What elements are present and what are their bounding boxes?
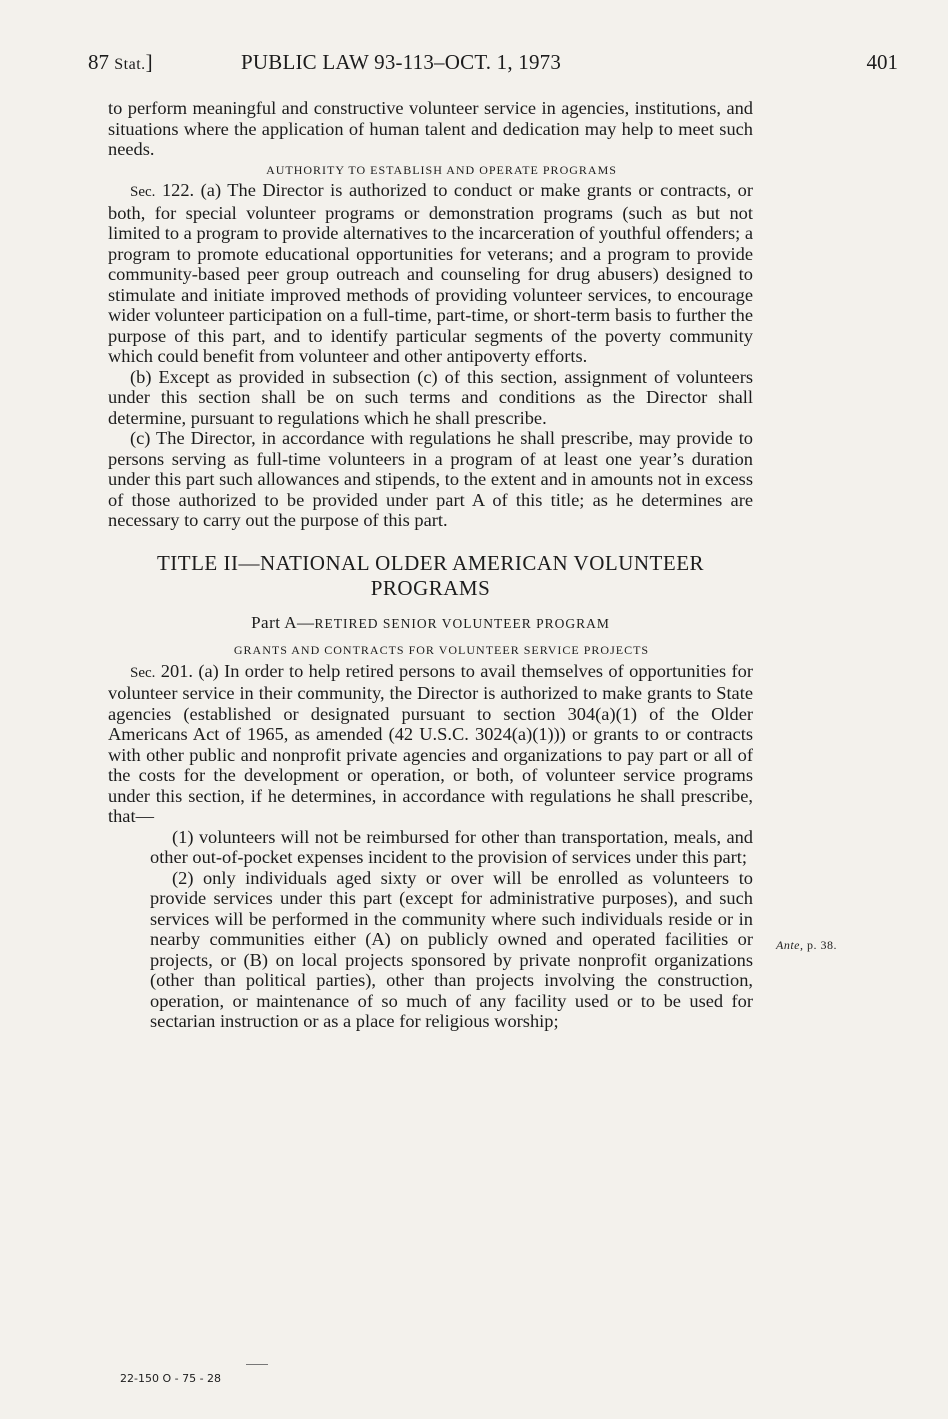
page-number: 401 bbox=[866, 50, 898, 74]
margin-note-page: p. 38. bbox=[807, 938, 837, 952]
sec-122-a-text: 122. (a) The Director is authorized to conduct or make grants or contracts, or both, for special volunteer programs or demonstration programs (such as but not limited to a program to provide alternatives to the incarceration of youthful offenders; a program to promote educational opportunities for veterans; and a program to provide community-based peer group outreach and counseling for drug abusers) designed to stimulate and initiate improved methods of providing volunteer services, to encourage wider volunteer participation on a full-time, part-time, or short-term basis to further the purpose of this part, and to identify particular segments of the poverty community which could benefit from volunteer and other antipoverty efforts. bbox=[108, 180, 753, 366]
sec-201-a-text: 201. (a) In order to help retired persons to avail themselves of opportunities for volunteer service in their community, the Director is authorized to make grants to State agencies (established or designated pursuant to section 304(a)(1) of the Older Americans Act of 1965, as amended (42 U.S.C. 3024(a)(1))) or grants to or contracts with other public and nonprofit private agencies and organizations to pay part or all of the costs for the development or operation, or both, of volunteer service programs under this section, if he determines, in accordance with regulations he shall prescribe, that— bbox=[108, 660, 753, 826]
header-title: PUBLIC LAW 93-113–OCT. 1, 1973 bbox=[241, 50, 562, 74]
sec-label: Sec. bbox=[130, 184, 156, 200]
sec-122-c: (c) The Director, in accordance with regulations he shall prescribe, may provide to persons serving as full-time volunteers in a program of at least one year’s duration under this part such allowances and stipends, to the extent and in amounts not in excess of those authorized to be provided under part A of this title; as he determines are necessary to carry out the purpose of this part. bbox=[108, 428, 753, 530]
sec-201-item-2: (2) only individuals aged sixty or over will be enrolled as volunteers to provide services under this part (except for administrative purposes), and such services will be performed in the community where such individuals reside or in nearby communities either (A) on publicly owned and operated facilities or projects, or (B) on local projects sponsored by private nonprofit organizations (other than political parties), other than projects involving the construction, operation, or maintenance of so much of any facility used or to be used for sectarian instruction or as a place for religious worship; bbox=[150, 867, 753, 1031]
margin-note-ref: Ante, bbox=[776, 938, 804, 952]
sec-label: Sec. bbox=[130, 664, 156, 681]
section-caption-authority: AUTHORITY TO ESTABLISH AND OPERATE PROGRAMS bbox=[266, 162, 617, 177]
statute-bracket: ] bbox=[145, 50, 153, 74]
footer-rule bbox=[246, 1364, 268, 1365]
sec-122-a bbox=[108, 180, 753, 367]
part-a-label: Part A— bbox=[251, 612, 315, 632]
print-code-footer: 22-150 O - 75 - 28 bbox=[120, 1372, 222, 1385]
sec-201-a bbox=[108, 661, 753, 827]
continuation-paragraph: to perform meaningful and constructive volunteer service in agencies, institutions, and situations where the application of human talent and dedication may help to meet such needs. bbox=[108, 98, 753, 159]
statute-reference bbox=[88, 50, 153, 75]
statute-volume: 87 bbox=[88, 50, 109, 74]
page-header bbox=[88, 50, 898, 82]
part-a-name: RETIRED SENIOR VOLUNTEER PROGRAM bbox=[314, 615, 610, 631]
margin-note bbox=[776, 938, 837, 953]
title-ii-heading: TITLE II—NATIONAL OLDER AMERICAN VOLUNTEER PROGRAMS bbox=[156, 550, 705, 600]
statute-word: Stat. bbox=[114, 56, 146, 73]
sec-122-b: (b) Except as provided in subsection (c) of this section, assignment of volunteers under this section shall be on such terms and conditions as the Director shall determine, pursuant to regulations which he shall prescribe. bbox=[108, 366, 753, 428]
sec-201-item-1: (1) volunteers will not be reimbursed for other than transportation, meals, and other out-of-pocket expenses incident to the provision of services under this part; bbox=[150, 826, 753, 867]
section-caption-grants: GRANTS AND CONTRACTS FOR VOLUNTEER SERVICE PROJECTS bbox=[233, 643, 650, 657]
part-a-heading bbox=[108, 613, 753, 635]
page-body bbox=[108, 98, 753, 1032]
